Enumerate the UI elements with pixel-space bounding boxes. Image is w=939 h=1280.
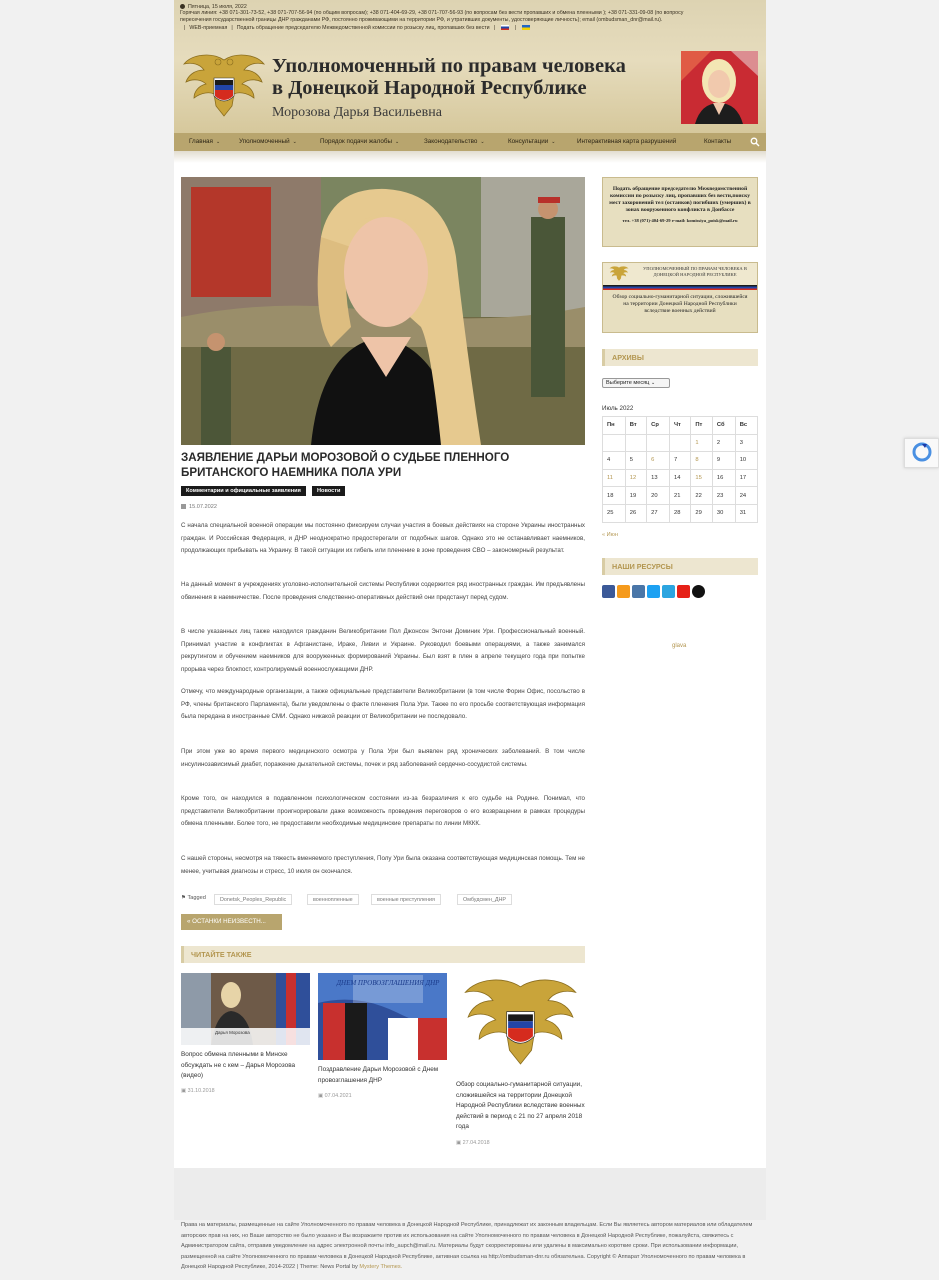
clock-icon bbox=[180, 4, 185, 9]
calendar-day: 9 bbox=[712, 452, 735, 470]
footer-copyright: Права на материалы, размещенные на сайте Уполномоченного по правам человека в Донецкой Народной Республике, принадлежат их законным владельцам. Если Вы являетесь автором материалов или обладателем авторских прав на них, но Ваше авторство не было указано и Вы возражаете против их использования на сайте Уполномоченного по правам человека в Донецкой Народной Республике, пожалуйста, свяжитесь с Администратором сайта, отправив уведомление на адрес электронной почты info_aupch@mail.ru. Материалы будут скорректированы или удалены в максимально короткие сроки. При использовании информации, размещенной на сайте Уполномоченного по правам человека в Донецкой Народной Республике, активная ссылка на http://ombudsman-dnr.ru обязательна. Copyright © Аппарат Уполномоченного по правам человека в Донецкой Народной Республике, 2014-2022 | Theme: News Portal by Mystery Themes. bbox=[181, 1222, 753, 1271]
hotline-text: Горячая линия: +38 071-301-73-52, +38 071-707-56-94 (по общим вопросам); +38 071-404-69-29, +38 071-707-56-93 (по вопросам без вести пропавших и обмена пленными ); +38 071-331-09-08 (по вопросу bbox=[180, 10, 684, 17]
ombudsman-name: Морозова Дарья Васильевна bbox=[272, 105, 442, 120]
eagle-emblem-icon[interactable] bbox=[182, 50, 266, 124]
related-title-3[interactable]: Обзор социально-гуманитарной ситуации, сложившейся на территории Донецкой Народной Республики вследствие военных действий в период с 21 по 27 апреля 2018 года bbox=[456, 1081, 585, 1131]
article-paragraph: На данный момент в учреждениях уголовно-исполнительной системы Республики содержится ряд иностранных граждан. Им предъявлены обвинения в наемничестве. После проведения следственно-оперативных действий они предстанут перед судом. bbox=[181, 581, 585, 601]
calendar-day: 27 bbox=[647, 504, 670, 522]
nav-shadow bbox=[174, 151, 766, 163]
calendar-day: 7 bbox=[669, 452, 690, 470]
related-date-3: ▣ 27.04.2018 bbox=[456, 1140, 490, 1146]
article-feature-image bbox=[181, 177, 585, 445]
chevron-down-icon: ⌄ bbox=[480, 139, 485, 145]
calendar-week bbox=[603, 452, 758, 470]
top-info-bar: Пятница, 15 июля, 2022 Горячая линия: +38 071-301-73-52, +38 071-707-56-94 (по общим вопросам); +38 071-404-69-29, +38 071-707-56-93 (по вопросам без вести пропавших и обмена пленными ); +38 071-331-09-08 (по вопросу пересечения государственной границы ДНР гражданами РФ, постоянно проживающими на территории РФ, и утративших документы, удостоверяющие личность); email (ombudsman_dnr@mail.ru). | WEB-приемная | Подать обращение председателю Межведомственной комиссии по розыску лиц, пропавших без вести | | bbox=[180, 4, 762, 31]
calendar-day: 18 bbox=[603, 487, 626, 505]
calendar-day: 10 bbox=[735, 452, 757, 470]
russian-flag-icon[interactable] bbox=[501, 25, 509, 30]
site-title-line2[interactable]: в Донецкой Народной Республике bbox=[272, 77, 587, 99]
recaptcha-badge[interactable] bbox=[904, 438, 939, 468]
calendar-day bbox=[669, 434, 690, 452]
tag-icon: ⚑ bbox=[181, 895, 187, 901]
calendar-caption: Июль 2022 bbox=[602, 405, 634, 412]
odnoklassniki-icon[interactable] bbox=[617, 585, 630, 598]
site-title-line1[interactable]: Уполномоченный по правам человека bbox=[272, 55, 626, 77]
archives-month-select[interactable]: Выберите месяц ⌄ bbox=[602, 378, 670, 388]
nav-ombudsman[interactable]: Уполномоченный ⌄ bbox=[239, 138, 297, 145]
nav-contacts[interactable]: Контакты bbox=[704, 138, 732, 145]
calendar-day bbox=[625, 434, 646, 452]
related-date-2: ▣ 07.04.2021 bbox=[318, 1093, 352, 1099]
calendar-week bbox=[603, 504, 758, 522]
search-icon[interactable] bbox=[750, 137, 760, 147]
calendar-day: 25 bbox=[603, 504, 626, 522]
related-thumb-2-caption: ДНЕМ ПРОВОЗГЛАШЕНИЯ ДНР bbox=[336, 979, 440, 987]
calendar-day[interactable]: 1 bbox=[691, 434, 713, 452]
calendar-day: 24 bbox=[735, 487, 757, 505]
commission-appeal-banner[interactable]: Подать обращение председателю Межведомственной комиссии по розыску лиц, пропавших без вести,поиску мест захоронений тел (останков) погибших (умерших) в зонах вооруженного конфликта в Донбассе тел. +38 (071)-404-69-29 e-mail: komissiya_poisk@mail.ru bbox=[602, 177, 758, 247]
nav-consultations[interactable]: Консультации ⌄ bbox=[508, 138, 556, 145]
page-container bbox=[174, 0, 766, 1168]
calendar-weekday: Чт bbox=[669, 417, 690, 435]
nav-home[interactable]: Главная ⌄ bbox=[189, 138, 221, 145]
calendar-weekday: Вс bbox=[735, 417, 757, 435]
calendar-prev-month-link[interactable]: « Июн bbox=[602, 532, 618, 538]
calendar-day: 26 bbox=[625, 504, 646, 522]
calendar-week bbox=[603, 487, 758, 505]
calendar-day bbox=[603, 434, 626, 452]
calendar-day: 16 bbox=[712, 469, 735, 487]
tag-link[interactable]: военнопленные bbox=[307, 894, 359, 905]
calendar-week bbox=[603, 469, 758, 487]
calendar-day[interactable]: 15 bbox=[691, 469, 713, 487]
calendar-day: 23 bbox=[712, 487, 735, 505]
calendar-day: 29 bbox=[691, 504, 713, 522]
related-thumb-1[interactable] bbox=[181, 973, 310, 1045]
chevron-down-icon: ⌄ bbox=[395, 139, 400, 145]
calendar-day: 20 bbox=[647, 487, 670, 505]
theme-author-link[interactable]: Mystery Themes. bbox=[359, 1264, 403, 1271]
calendar-day: 14 bbox=[669, 469, 690, 487]
category-news[interactable]: Новости bbox=[312, 486, 345, 496]
youtube-icon[interactable] bbox=[677, 585, 690, 598]
chevron-down-icon: ⌄ bbox=[551, 139, 556, 145]
web-reception-link[interactable]: WEB-приемная bbox=[189, 24, 228, 31]
calendar-weekday: Пт bbox=[691, 417, 713, 435]
resources-heading: НАШИ РЕСУРСЫ bbox=[602, 558, 758, 575]
related-title-1[interactable]: Вопрос обмена пленными в Минске обсуждать не с кем – Дарья Морозова (видео) bbox=[181, 1051, 296, 1080]
footer-bar bbox=[174, 1168, 766, 1220]
calendar-day[interactable]: 12 bbox=[625, 469, 646, 487]
nav-destruction-map[interactable]: Интерактивная карта разрушений bbox=[577, 138, 677, 145]
eagle-emblem-icon bbox=[609, 265, 629, 283]
glava-link[interactable]: glava bbox=[672, 643, 687, 649]
article-paragraph: С нашей стороны, несмотря на тяжесть вменяемого преступления, Полу Ури была оказана соответствующая медицинская помощь. Тем не менее, учитывая диагнозы и стресс, 10 июля он скончался. bbox=[181, 855, 585, 875]
telegram-icon[interactable] bbox=[662, 585, 675, 598]
tag-link[interactable]: Donetsk_Peoples_Republic bbox=[214, 894, 292, 905]
calendar-day bbox=[647, 434, 670, 452]
calendar-weekday: Ср bbox=[647, 417, 670, 435]
chevron-down-icon: ⌄ bbox=[650, 380, 656, 386]
calendar-day: 2 bbox=[712, 434, 735, 452]
nav-complaint-procedure[interactable]: Порядок подачи жалобы ⌄ bbox=[320, 138, 400, 145]
calendar-day: 30 bbox=[712, 504, 735, 522]
article-paragraph: Кроме того, он находился в подавленном психологическом состоянии из-за безразличия к его судьбе на Родине. Понимал, что представители Великобритании проигнорировали даже возможность проведения переговоров о его возвращении в рамках процедуры обмена пленными. Более того, не предоставили необходимые медицинские препараты по линии МККК. bbox=[181, 795, 585, 828]
humanitarian-overview-banner[interactable]: УПОЛНОМОЧЕННЫЙ ПО ПРАВАМ ЧЕЛОВЕКА В ДОНЕЦКОЙ НАРОДНОЙ РЕСПУБЛИКЕ Обзор социально-гуманитарной ситуации, сложившейся на территории Донецкой Народной Республики вследствие военных действий bbox=[602, 262, 758, 333]
archives-heading: АРХИВЫ bbox=[602, 349, 758, 366]
calendar-day: 19 bbox=[625, 487, 646, 505]
calendar-day[interactable]: 6 bbox=[647, 452, 670, 470]
commission-appeal-link[interactable]: Подать обращение председателю Межведомственной комиссии по розыску лиц, пропавших без вести bbox=[236, 24, 490, 31]
twitter-icon[interactable] bbox=[647, 585, 660, 598]
related-posts-heading: ЧИТАЙТЕ ТАКЖЕ bbox=[181, 946, 585, 963]
article-paragraph: В числе указанных лиц также находился гражданин Великобритании Пол Джонсон Энтони Доминик Ури. Профессиональный военный. Принимал участие в конфликтах в Афганистане, Ираке, Ливии и Украине. Руководил боевыми операциями, а также занимался рекрутингом и обучением наемников для вооруженных формирований Украины. Был взят в плен в апреле текущего года при попытке прорыва через блокпост, контролируемый военнослужащими ДНР. bbox=[181, 628, 585, 673]
related-title-2[interactable]: Поздравление Дарьи Морозовой с Днем провозглашения ДНР bbox=[318, 1066, 439, 1084]
ukrainian-flag-icon[interactable] bbox=[522, 25, 530, 30]
tag-link[interactable]: Омбудсмен_ДНР bbox=[457, 894, 512, 905]
calendar-day: 31 bbox=[735, 504, 757, 522]
calendar-day: 21 bbox=[669, 487, 690, 505]
calendar-weekday: Пн bbox=[603, 417, 626, 435]
current-date: Пятница, 15 июля, 2022 bbox=[188, 4, 247, 10]
calendar-week bbox=[603, 434, 758, 452]
facebook-icon[interactable] bbox=[602, 585, 615, 598]
yandex-zen-icon[interactable] bbox=[692, 585, 705, 598]
calendar-weekday: Вт bbox=[625, 417, 646, 435]
chevron-down-icon: ⌄ bbox=[292, 139, 297, 145]
site-header bbox=[174, 0, 766, 133]
related-thumb-caption: Дарья Морозова bbox=[215, 1030, 250, 1035]
main-navigation bbox=[174, 133, 766, 151]
calendar-day: 4 bbox=[603, 452, 626, 470]
related-thumb-3[interactable] bbox=[456, 973, 585, 1075]
calendar-day: 5 bbox=[625, 452, 646, 470]
nav-legislation[interactable]: Законодательство ⌄ bbox=[424, 138, 485, 145]
article-date: 15.07.2022 bbox=[181, 504, 217, 510]
calendar-table bbox=[602, 416, 758, 523]
calendar-weekday: Сб bbox=[712, 417, 735, 435]
calendar-day: 22 bbox=[691, 487, 713, 505]
previous-post-button[interactable]: « ОСТАНКИ НЕИЗВЕСТН... bbox=[181, 914, 282, 930]
related-date-1: ▣ 31.10.2018 bbox=[181, 1088, 215, 1094]
tags-label: ⚑ Tagged bbox=[181, 895, 206, 901]
calendar-icon bbox=[181, 504, 186, 509]
calendar-day: 17 bbox=[735, 469, 757, 487]
calendar-day: 3 bbox=[735, 434, 757, 452]
related-thumb-2[interactable] bbox=[318, 973, 447, 1060]
hotline-text-2: пересечения государственной границы ДНР гражданами РФ, постоянно проживающими на территории РФ, и утративших документы, удостоверяющие личность); email (ombudsman_dnr@mail.ru). bbox=[180, 16, 663, 23]
calendar-day: 13 bbox=[647, 469, 670, 487]
tag-link[interactable]: военные преступления bbox=[371, 894, 441, 905]
ombudsman-portrait bbox=[681, 51, 758, 124]
calendar-day[interactable]: 8 bbox=[691, 452, 713, 470]
article-paragraph: Отмечу, что международные организации, а также официальные представители Великобритании (в том числе Форин Офис, посольство в РФ, члены британского Парламента), были уведомлены о факте пленения Пола Ури. Также по его просьбе соответствующая информация была передана в иностранные СМИ. Однако никакой реакции от Великобритании не последовало. bbox=[181, 688, 585, 721]
vk-icon[interactable] bbox=[632, 585, 645, 598]
chevron-down-icon: ⌄ bbox=[215, 139, 221, 145]
article-headline: ЗАЯВЛЕНИЕ ДАРЬИ МОРОЗОВОЙ О СУДЬБЕ ПЛЕННОГО БРИТАНСКОГО НАЕМНИКА ПОЛА УРИ bbox=[181, 451, 510, 479]
calendar-day: 28 bbox=[669, 504, 690, 522]
category-official-statements[interactable]: Комментарии и официальные заявления bbox=[181, 486, 306, 496]
article-paragraph: С начала специальной военной операции мы постоянно фиксируем случаи участия в боевых действиях на стороне Украины иностранных граждан. И Российская Федерация, и ДНР неоднократно предостерегали от подобных шагов. Однако это не останавливает наемников, продолжающих прибывать на Украину. В такой ситуации их гибель или пленение в зоне проведения СВО – закономерный результат. bbox=[181, 522, 585, 555]
article-paragraph: При этом уже во время первого медицинского осмотра у Пола Ури был выявлен ряд хронических заболеваний. В том числе инсулинозависимый диабет, поражение дыхательной системы, почек и ряд заболеваний сердечно-сосудистой системы. bbox=[181, 748, 585, 768]
calendar-day[interactable]: 11 bbox=[603, 469, 626, 487]
